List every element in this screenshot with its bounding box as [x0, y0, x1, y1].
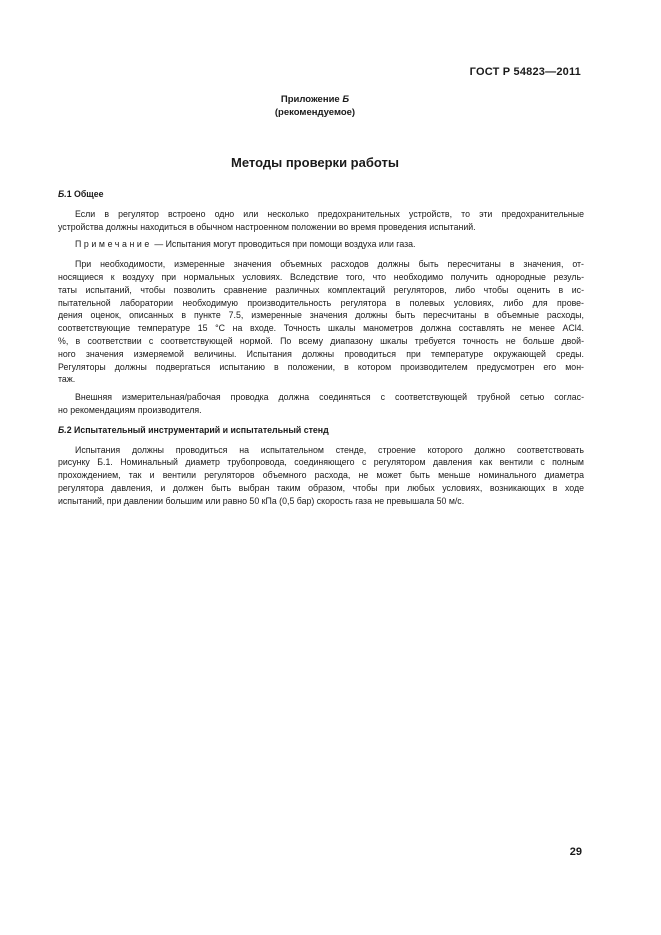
text-line: Если в регулятор встроено одно или несколько предохранительных устройств, то эти предохранительные	[75, 208, 584, 219]
text-line: рисунку Б.1. Номинальный диаметр трубопровода, соединяющего с регулятором давления как вентили с полным	[58, 457, 584, 468]
note-label: Примечание	[75, 239, 152, 250]
section-heading-text: 1 Общее	[66, 189, 104, 199]
document-body	[58, 188, 584, 508]
paragraph-test-stand	[58, 444, 584, 508]
section-heading-text: 2 Испытательный инструментарий и испытательный стенд	[66, 424, 329, 435]
text-line: испытаний, при давлении большим или равно 50 кПа (0,5 бар) скорость газа не превышала 50 м/с.	[58, 495, 465, 506]
note	[58, 238, 584, 251]
section-number: Б.	[58, 424, 67, 435]
appendix-letter: Б	[342, 94, 350, 105]
standard-code: ГОСТ Р 54823—2011	[469, 66, 581, 78]
text-line: дения оценок, описанных в пункте 7.5, измеренные значения должны быть пересчитаны в объемные расходы,	[58, 310, 584, 321]
text-line: регулятора давления, и должен быть выбран таким образом, чтобы при любых условиях, возникающих в ходе	[58, 482, 584, 493]
page-number: 29	[569, 846, 582, 858]
appendix-title	[0, 93, 630, 106]
text-line: %, в соответствии с соответствующей нормой. По всему диапазону шкалы требуется точность не больше двой-	[58, 335, 584, 346]
text-line: носящиеся к воздуху при нормальных условиях. Вследствие того, что необходимо получить однородные резуль-	[58, 271, 584, 282]
text-line: Регуляторы должны подвергаться испытанию в положении, в котором производителем предусмотрен его мон-	[58, 361, 584, 372]
paragraph-safety-devices	[58, 208, 584, 234]
appendix-heading	[0, 93, 630, 119]
text-line: таты испытаний, чтобы позволить сравнение различных комплектаций регуляторов, либо чтобы оценить в ис-	[58, 284, 584, 295]
text-line: пытательной лаборатории необходимую производительность регулятора в полевых условиях, либо для прове-	[58, 297, 584, 308]
section-number: Б.	[58, 189, 67, 199]
page-title: Методы проверки работы	[231, 155, 399, 170]
paragraph-external-wiring	[58, 391, 584, 417]
text-line: При необходимости, измеренные значения объемных расходов должны быть пересчитаны в значения, от-	[75, 259, 584, 270]
text-line: Внешняя измерительная/рабочая проводка должна соединяться с соответствующей трубной сетью соглас-	[75, 392, 584, 403]
text-line: ного значения измеряемой величины. Испытания должны проводиться при температуре окружающей среды.	[58, 348, 584, 359]
text-line: соответствующие температуре 15 °С на входе. Точность шкалы манометров должна составлять не менее ACl4.	[58, 323, 584, 334]
appendix-prefix: Приложение	[280, 94, 340, 105]
section-heading-general	[58, 188, 584, 201]
section-heading-test-equipment	[58, 424, 584, 437]
text-line: устройства должны находиться в обычном настроенном положении во время проведения испытаний.	[58, 221, 476, 232]
text-line: таж.	[58, 374, 76, 385]
note-text: — Испытания могут проводиться при помощи воздуха или газа.	[151, 239, 416, 250]
text-line: Испытания должны проводиться на испытательном стенде, строение которого должно соответствовать	[75, 444, 584, 455]
text-line: но рекомендациям производителя.	[58, 404, 202, 415]
appendix-status: (рекомендуемое)	[274, 107, 356, 118]
text-line: прохождением, так и вентили регуляторов объемного расхода, не может быть меньше номинального диаметра	[58, 470, 584, 481]
paragraph-flow-conversion	[58, 258, 584, 386]
